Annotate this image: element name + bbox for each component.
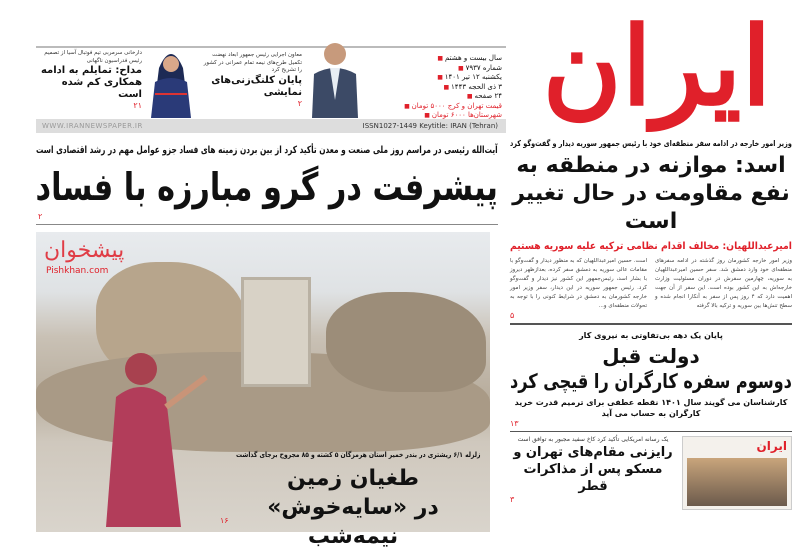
lead-kicker: آیت‌الله رئیسی در مراسم روز ملی صنعت و معدن تأکید کرد از بین بردن زمینه های فساد جزو عوامل مهم در رشد اقتصادی است xyxy=(36,145,498,156)
labor-kicker: پایان یک دهه بی‌تفاوتی به نیروی کار xyxy=(579,331,723,340)
labor-headline-line1: دولت قبل xyxy=(602,344,700,368)
page-ref: ۳ xyxy=(510,495,515,504)
labor-kicker-box xyxy=(510,330,792,341)
page-count: ۲۴ صفحه ■ xyxy=(372,92,502,102)
page-ref: ۲ xyxy=(297,98,302,108)
teaser-story-projects[interactable] xyxy=(200,52,302,109)
divider xyxy=(36,224,498,225)
woman-figure xyxy=(96,347,216,527)
photo-headline-line1: طغیان زمین xyxy=(287,466,419,491)
masthead-logo: ایران xyxy=(542,4,772,130)
price-provinces: شهرستان‌ها ۶۰۰۰ تومان ■ xyxy=(372,111,502,121)
teaser-sub: دارخانی سرمربی تیم فوتبال آسیا از تصمیم رئیس فدراسیون ناگهانی xyxy=(44,50,142,64)
thumbnail-photo xyxy=(687,458,787,506)
thumbnail-logo: ایران xyxy=(756,439,787,453)
issn: ISSN1027-1449 Keytitle: IRAN (Tehran) xyxy=(362,122,498,130)
divider xyxy=(510,323,792,325)
teaser-sub: معاون اجرایی رئیس جمهور ابعاد نهضت تکمیل طرح‌های نیمه تمام عمرانی در کشور را تشریح کرد xyxy=(203,52,302,73)
teaser-photo-coach xyxy=(146,44,196,118)
syria-headline[interactable]: اسد: موازنه در منطقه به نفع مقاومت در حال تغییر است xyxy=(512,153,790,234)
issue-year: سال بیست و هشتم ■ xyxy=(372,54,502,64)
page-ref: ۵ xyxy=(510,311,515,320)
lead-kicker-box xyxy=(36,144,498,158)
teaser-title: مداح: تمایلم به ادامه همکاری کم شده است xyxy=(40,65,142,100)
info-bar xyxy=(36,119,506,133)
website-url[interactable]: WWW.IRANNEWSPAPER.IR xyxy=(42,122,143,130)
earthquake-photo xyxy=(36,232,490,549)
teaser-photo-official xyxy=(306,40,364,118)
price-tehran: قیمت تهران و کرج ۵۰۰۰ تومان ■ xyxy=(372,102,502,112)
page-ref: ۱۳ xyxy=(510,419,519,428)
lead-headline-box xyxy=(36,162,498,212)
qatar-story[interactable] xyxy=(510,436,676,510)
pishkhan-watermark: پیشخوان xyxy=(44,238,125,263)
photo-headline-line2: در «سایه‌خوش» نیمه‌شب xyxy=(267,495,439,549)
issue-info xyxy=(372,54,502,121)
lead-headline[interactable]: پیشرفت در گرو مبارزه با فساد xyxy=(35,165,499,209)
teaser-title: پایان کلنگ‌زنی‌های نمایشی xyxy=(211,74,302,98)
labor-subhead: کارشناسان می گویند سال ۱۴۰۱ نقطه عطفی برای ترمیم قدرت خرید کارگران به حساب می آید xyxy=(514,398,788,418)
body-column: وزیر امور خارجه کشورمان روز گذشته در ادامه سفرهای منطقه‌ای خود وارد دمشق شد. سفر حسین امیرعبداللهیان به سوریه، چهارمین سفرش در دوران مسئولیت وزارت خارجه‌اش به این کشور بوده است. این سفر از آن جهت اهمیت دارد که ۴ روز پس از سفر به آنکارا انجام شده و سطح تنش‌ها بین سوریه و ترکیه بالا گرفته xyxy=(655,258,792,309)
divider xyxy=(510,431,792,432)
issue-date: یکشنبه ۱۲ تیر ۱۴۰۱ ■ xyxy=(372,73,502,83)
page-ref: ۲ xyxy=(38,212,43,221)
right-column xyxy=(510,138,792,510)
syria-subhead-box xyxy=(510,240,792,253)
qatar-headline: رایزنی مقام‌های تهران و مسکو پس از مذاکرات قطر xyxy=(513,445,673,494)
labor-headline[interactable] xyxy=(510,344,792,394)
body-column: است. حسین امیرعبداللهیان که به منظور دیدار و گفت‌وگو با مقامات عالی سوریه به دمشق سفر کرده، بعدازظهر دیروز با بشار اسد، رئیس‌جمهور این کشور نیز دیدار و گفت‌وگو کرد. رئیس جمهور سوریه در این دیدار، سفر وزیر امور خارجه کشورمان به دمشق در شرایط کنونی را با توجه به تحولات منطقه‌ای و... xyxy=(510,258,647,309)
newspaper-thumbnail xyxy=(682,436,792,510)
page-ref: ۱۶ xyxy=(220,516,229,525)
syria-subhead: امیرعبداللهیان: مخالف اقدام نظامی ترکیه علیه سوریه هستیم xyxy=(510,241,792,252)
syria-kicker: وزیر امور خارجه در ادامه سفر منطقه‌ای خود با رئیس جمهور سوریه دیدار و گفت‌وگو کرد xyxy=(510,139,792,148)
syria-body xyxy=(510,257,792,311)
photo-kicker-box xyxy=(236,450,480,460)
labor-headline-line2: دوسوم سفره کارگران را قیچی کرد xyxy=(510,369,792,393)
photo-kicker: زلزله ۶/۱ ریشتری در بندر خمیر استان هرمزگان ۵ کشته و ۸۵ مجروح برجای گذاشت xyxy=(235,451,481,459)
page-ref: ۲۱ xyxy=(133,101,142,110)
pishkhan-watermark-domain: Pishkhan.com xyxy=(46,266,109,276)
qatar-sub: یک رسانه امریکایی تأکید کرد کاخ سفید مجبور به توافق است xyxy=(517,436,669,443)
issue-number: شماره ۷۹۳۷ ■ xyxy=(372,64,502,74)
teaser-story-coach[interactable] xyxy=(36,50,142,111)
photo-headline[interactable] xyxy=(236,464,470,551)
issue-hijri-date: ۳ ذی الحجه ۱۴۴۳ ■ xyxy=(372,83,502,93)
qatar-row xyxy=(510,436,792,510)
syria-kicker-box xyxy=(510,138,792,149)
divider xyxy=(36,46,506,48)
